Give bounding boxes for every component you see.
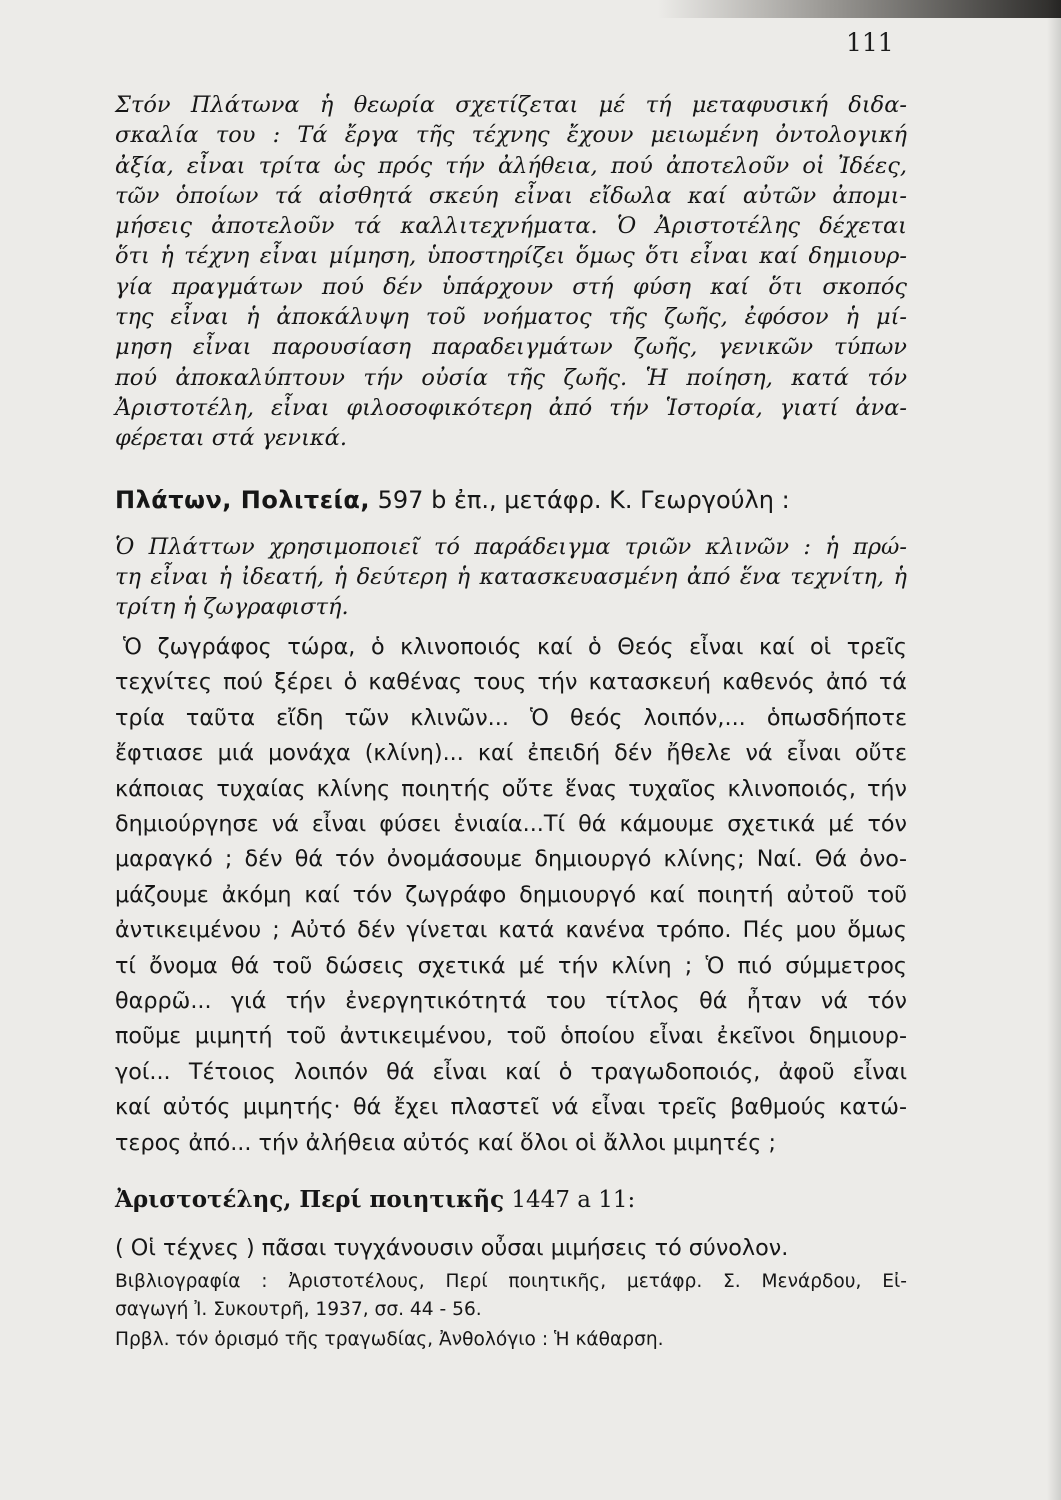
aristotle-quote bbox=[115, 1232, 907, 1264]
plato-reference-heading bbox=[115, 484, 907, 516]
intro-line: ὅτι ἡ τέχνη εἶναι μίμηση, ὑποστηρίζει ὅμως ὅτι εἶναι καί δημιουρ- bbox=[115, 243, 907, 270]
aristotle-reference-detail: 1447 a 11: bbox=[504, 1187, 636, 1213]
quote-line: μαραγκό ; δέν θά τόν ὀνομάσουμε δημιουργό κλίνης; Ναί. Θά ὀνο- bbox=[115, 846, 907, 873]
quote-line: καί αὐτός μιμητής· θά ἔχει πλαστεῖ νά εἶναι τρεῖς βαθμούς κατώ- bbox=[115, 1094, 907, 1121]
intro-line: τῶν ὁποίων τά αἰσθητά σκεύη εἶναι εἴδωλα καί αὐτῶν ἀπομι- bbox=[115, 182, 907, 209]
quote-line: μάζουμε ἀκόμη καί τόν ζωγράφο δημιουργό καί ποιητή αὐτοῦ τοῦ bbox=[115, 881, 907, 908]
quote-line: τεχνίτες πού ξέρει ὁ καθένας τους τήν κατασκευή καθενός ἀπό τά bbox=[115, 669, 907, 696]
plato-reference-detail: 597 b ἐπ., μετάφρ. Κ. Γεωργούλη : bbox=[370, 486, 790, 514]
quote-line: γοί... Τέτοιος λοιπόν θά εἶναι καί ὁ τραγωδοποιός, ἀφοῦ εἶναι bbox=[115, 1058, 907, 1085]
plato-reference-source: Πλάτων, Πολιτεία, bbox=[115, 486, 371, 514]
plato-summary bbox=[115, 532, 907, 622]
intro-line: πού ἀποκαλύπτουν τήν οὐσία τῆς ζωῆς. Ἡ ποίηση, κατά τόν bbox=[115, 364, 907, 391]
intro-line: γία πραγμάτων πού δέν ὑπάρχουν στή φύση καί ὅτι σκοπός bbox=[115, 273, 907, 300]
scan-top-edge bbox=[0, 0, 1061, 18]
intro-line: Στόν Πλάτωνα ἡ θεωρία σχετίζεται μέ τή μεταφυσική διδα- bbox=[115, 92, 907, 118]
summary-line: Ὁ Πλάττων χρησιμοποιεῖ τό παράδειγμα τριῶν κλινῶν : ἡ πρώ- bbox=[115, 534, 907, 560]
quote-line: τρία ταῦτα εἴδη τῶν κλινῶν... Ὁ θεός λοιπόν,... ὁπωσδήποτε bbox=[115, 704, 907, 731]
page-number: 111 bbox=[846, 28, 894, 57]
bibliography-line: Βιβλιογραφία : Ἀριστοτέλους, Περί ποιητικῆς, μετάφρ. Σ. Μενάρδου, Εἰ- bbox=[115, 1271, 907, 1292]
scan-right-shadow bbox=[1047, 0, 1061, 1500]
quote-line: ἔφτιασε μιά μονάχα (κλίνη)... καί ἐπειδή δέν ἤθελε νά εἶναι οὔτε bbox=[115, 740, 907, 767]
summary-line: τρίτη ἡ ζωγραφιστή. bbox=[115, 594, 349, 620]
intro-line: της εἶναι ἡ ἀποκάλυψη τοῦ νοήματος τῆς ζωῆς, ἐφόσον ἡ μί- bbox=[115, 304, 907, 331]
intro-line: ἀξία, εἶναι τρίτα ὡς πρός τήν ἀλήθεια, πού ἀποτελοῦν οἱ Ἰδέες, bbox=[115, 152, 907, 179]
intro-line: Ἀριστοτέλη, εἶναι φιλοσοφικότερη ἀπό τήν Ἱστορία, γιατί ἀνα- bbox=[115, 394, 907, 421]
quote-line: τί ὄνομα θά τοῦ δώσεις σχετικά μέ τήν κλίνη ; Ὁ πιό σύμμετρος bbox=[115, 952, 907, 979]
intro-paragraph bbox=[115, 90, 907, 454]
intro-line: σκαλία του : Τά ἔργα τῆς τέχνης ἔχουν μειωμένη ὀντολογική bbox=[115, 122, 907, 149]
aristotle-quote-line: ( Οἱ τέχνες ) πᾶσαι τυγχάνουσιν οὖσαι μιμήσεις τό σύνολον. bbox=[115, 1235, 789, 1261]
bibliography-line: σαγωγή Ἰ. Συκουτρῆ, 1937, σσ. 44 - 56. bbox=[115, 1299, 482, 1320]
bibliography bbox=[115, 1268, 907, 1324]
intro-line: φέρεται στά γενικά. bbox=[115, 425, 348, 452]
quote-line: δημιούργησε νά εἶναι φύσει ἑνιαία...Τί θά κάμουμε σχετικά μέ τόν bbox=[115, 811, 907, 838]
quote-line: θαρρῶ... γιά τήν ἐνεργητικότητά του τίτλος θά ἦταν νά τόν bbox=[115, 988, 907, 1015]
quote-line: ποῦμε μιμητή τοῦ ἀντικειμένου, τοῦ ὁποίου εἶναι ἐκεῖνοι δημιουρ- bbox=[115, 1023, 907, 1050]
intro-line: μηση εἶναι παρουσίαση παραδειγμάτων ζωῆς, γενικῶν τύπων bbox=[115, 334, 907, 361]
plato-quote bbox=[115, 630, 907, 1161]
intro-line: μήσεις ἀποτελοῦν τά καλλιτεχνήματα. Ὁ Ἀριστοτέλης δέχεται bbox=[115, 213, 907, 240]
summary-line: τη εἶναι ἡ ἰδεατή, ἡ δεύτερη ἡ κατασκευασμένη ἀπό ἕνα τεχνίτη, ἡ bbox=[115, 564, 907, 590]
quote-line: κάποιας τυχαίας κλίνης ποιητής οὔτε ἕνας τυχαῖος κλινοποιός, τήν bbox=[115, 775, 907, 802]
compare-note-line: Πρβλ. τόν ὁρισμό τῆς τραγωδίας, Ἀνθολόγιο : Ἡ κάθαρση. bbox=[115, 1329, 664, 1350]
quote-line: ἀντικειμένου ; Αὐτό δέν γίνεται κατά κανένα τρόπο. Πές μου ὅμως bbox=[115, 917, 907, 944]
compare-note bbox=[115, 1326, 907, 1354]
aristotle-reference-heading bbox=[115, 1184, 907, 1216]
quote-line: Ὁ ζωγράφος τώρα, ὁ κλινοποιός καί ὁ Θεός εἶναι καί οἱ τρεῖς bbox=[123, 634, 907, 660]
quote-line: τερος ἀπό... τήν ἀλήθεια αὐτός καί ὅλοι οἱ ἄλλοι μιμητές ; bbox=[115, 1129, 776, 1156]
aristotle-reference-source: Ἀριστοτέλης, Περί ποιητικῆς bbox=[115, 1186, 505, 1213]
